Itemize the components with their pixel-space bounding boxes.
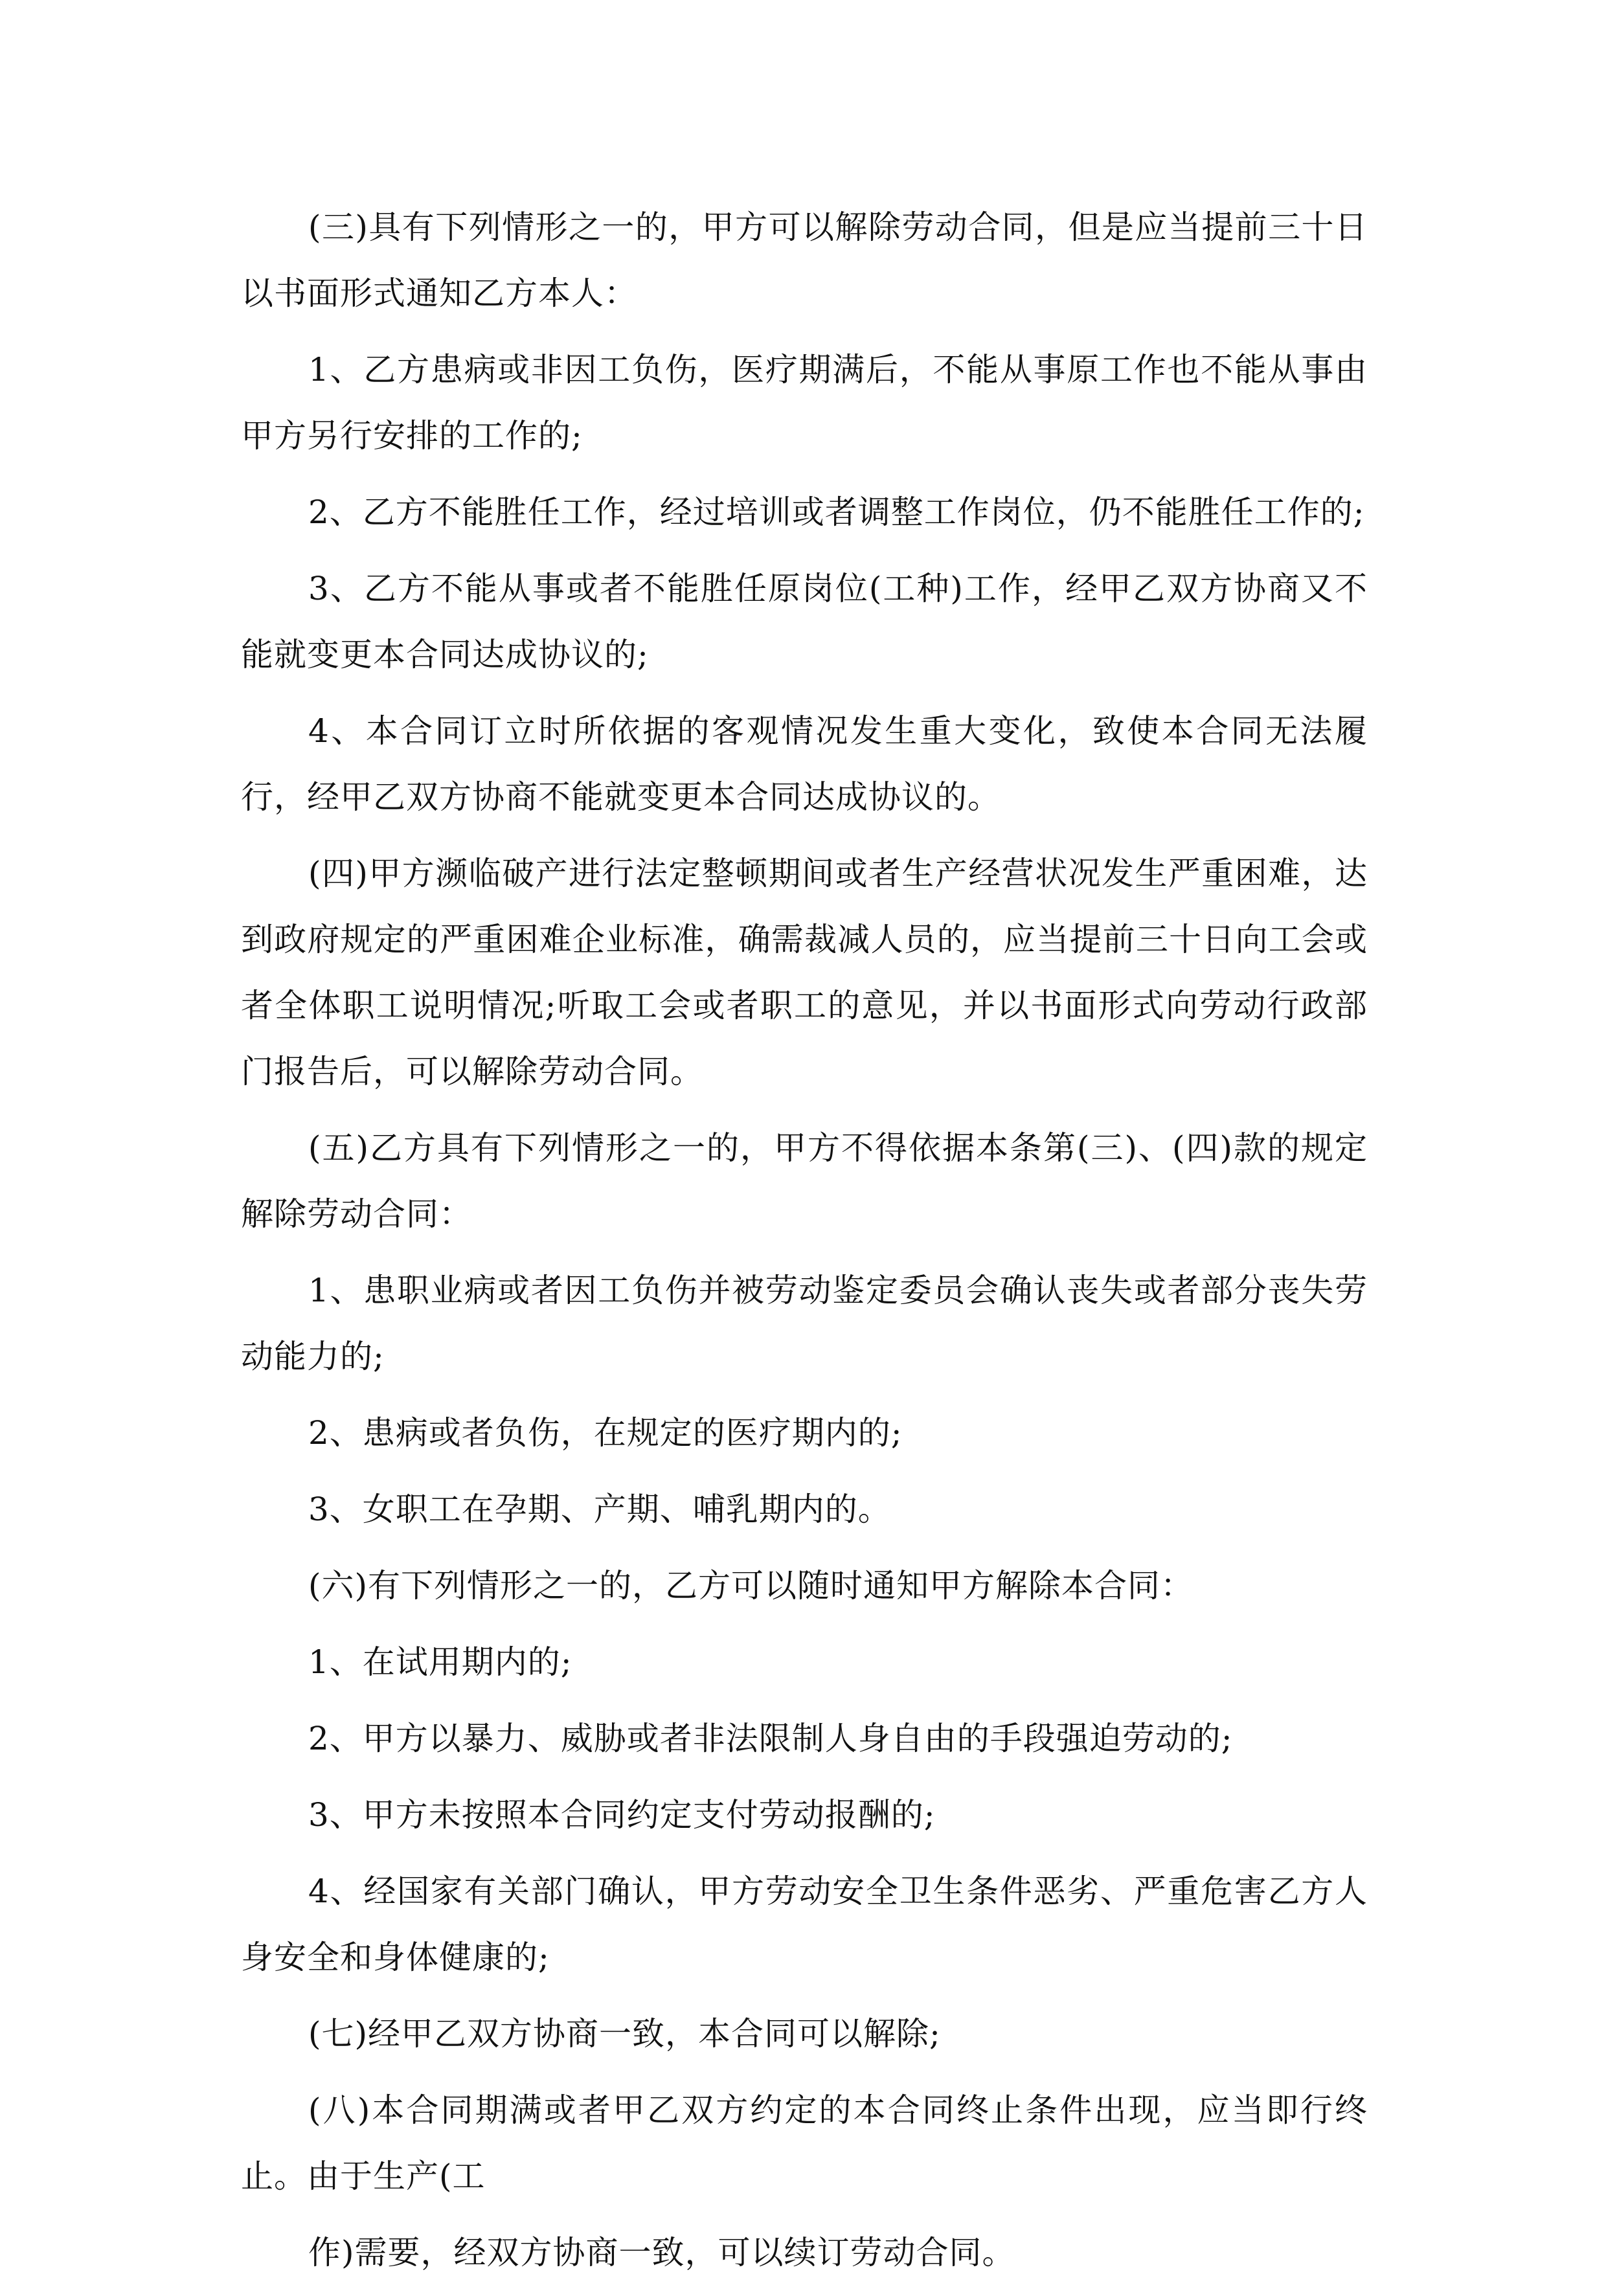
paragraph-clause-8: (八)本合同期满或者甲乙双方约定的本合同终止条件出现，应当即行终止。由于生产(工 <box>241 2091 1368 2195</box>
paragraph-clause-5-item-1: 1、患职业病或者因工负伤并被劳动鉴定委员会确认丧失或者部分丧失劳动能力的; <box>241 1272 1368 1375</box>
paragraph-clause-8-continued: 作)需要，经双方协商一致，可以续订劳动合同。 <box>308 2234 1015 2271</box>
paragraph-clause-3-item-2: 2、乙方不能胜任工作，经过培训或者调整工作岗位，仍不能胜任工作的; <box>308 493 1365 531</box>
paragraph-clause-5-item-2: 2、患病或者负伤，在规定的医疗期内的; <box>308 1414 903 1452</box>
paragraph-clause-3-item-3: 3、乙方不能从事或者不能胜任原岗位(工种)工作，经甲乙双方协商又不能就变更本合同达成协议的; <box>241 570 1368 673</box>
paragraph-clause-3: (三)具有下列情形之一的，甲方可以解除劳动合同，但是应当提前三十日以书面形式通知乙方本人： <box>241 208 1368 312</box>
paragraph-clause-5: (五)乙方具有下列情形之一的，甲方不得依据本条第(三)、(四)款的规定解除劳动合同： <box>241 1129 1368 1233</box>
paragraph-clause-4: (四)甲方濒临破产进行法定整顿期间或者生产经营状况发生严重困难，达到政府规定的严重困难企业标准，确需裁减人员的，应当提前三十日向工会或者全体职工说明情况;听取工会或者职工的意见，并以书面形式向劳动行政部门报告后，可以解除劳动合同。 <box>241 855 1368 1090</box>
paragraph-clause-6-item-1: 1、在试用期内的; <box>308 1643 572 1681</box>
document-body <box>241 194 1368 2296</box>
paragraph-clause-3-item-4: 4、本合同订立时所依据的客观情况发生重大变化，致使本合同无法履行，经甲乙双方协商不能就变更本合同达成协议的。 <box>241 712 1368 816</box>
paragraph-clause-6-item-4: 4、经国家有关部门确认，甲方劳动安全卫生条件恶劣、严重危害乙方人身安全和身体健康的; <box>241 1873 1368 1976</box>
paragraph-clause-6-item-3: 3、甲方未按照本合同约定支付劳动报酬的; <box>308 1796 936 1834</box>
paragraph-clause-6: (六)有下列情形之一的，乙方可以随时通知甲方解除本合同： <box>308 1567 1194 1604</box>
paragraph-clause-6-item-2: 2、甲方以暴力、威胁或者非法限制人身自由的手段强迫劳动的; <box>308 1720 1233 1757</box>
paragraph-clause-7: (七)经甲乙双方协商一致，本合同可以解除; <box>308 2015 941 2053</box>
paragraph-clause-5-item-3: 3、女职工在孕期、产期、哺乳期内的。 <box>308 1491 891 1528</box>
paragraph-clause-3-item-1: 1、乙方患病或非因工负伤，医疗期满后，不能从事原工作也不能从事由甲方另行安排的工作的; <box>241 351 1368 455</box>
